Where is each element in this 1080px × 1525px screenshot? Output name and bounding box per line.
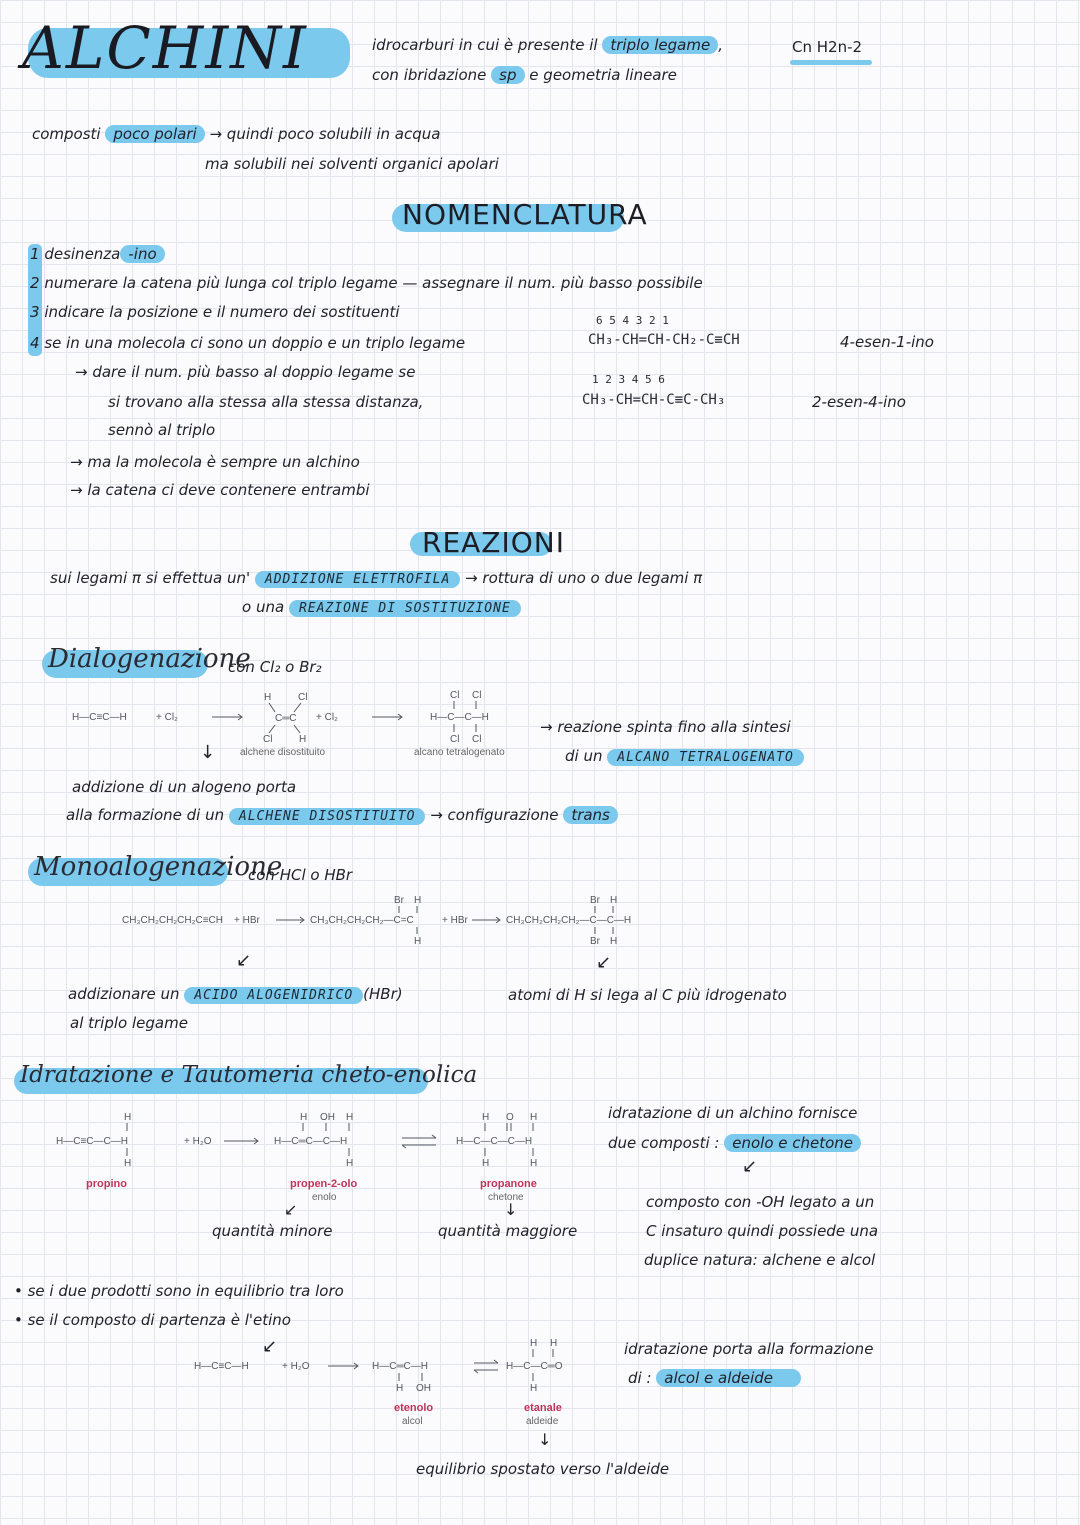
dihal-addition-line-2: alla formazione di un ALCHENE DISOSTITUITO → configurazione trans [66,806,618,824]
hydration-note-3: composto con -OH legato a un [646,1193,875,1211]
svg-text:H: H [482,1158,490,1169]
svg-text:OH: OH [320,1112,335,1123]
rule-4-sub-d: → ma la molecola è sempre un alchino [70,453,360,471]
mono-note-left-1: addizionare un ACIDO ALOGENIDRICO (HBr) [68,985,403,1003]
general-formula: Cn H2n-2 [792,38,863,56]
page-title: ALCHINI [22,14,308,82]
example-1-formula: CH₃-CH=CH-CH₂-C≡CH [588,332,740,348]
chetone-label: chetone [488,1192,524,1203]
svg-text:H: H [530,1338,538,1349]
rule-4: 4 se in una molecola ci sono un doppio e un triplo legame [30,334,466,352]
formula-underline [790,60,872,65]
rule-4-sub-b: si trovano alla stessa alla stessa distanza, [108,393,424,411]
electrophilic-addition-highlight: ADDIZIONE ELETTROFILA [255,571,460,588]
svg-text:H—C═C—H: H—C═C—H [372,1361,428,1372]
example-2-name: 2-esen-4-ino [812,393,906,411]
bullet-1: • se i due prodotti sono in equilibrio tra loro [14,1282,344,1300]
rule-1-suffix-highlight: -ino [120,245,164,263]
hydration-title: Idratazione e Tautomeria cheto-enolica [20,1062,478,1088]
mono-arrow-right: ↙ [596,952,612,973]
svg-text:H: H [530,1158,538,1169]
disubstituted-alkene-highlight: ALCHENE DISOSTITUITO [229,808,426,825]
mono-product-2: CH₃CH₂CH₂CH₂—C—C—H [506,915,632,926]
dihal-alkane-label: alcano tetralogenato [414,747,505,758]
svg-text:C═C: C═C [275,713,297,724]
svg-text:H: H [482,1112,490,1123]
svg-text:H: H [124,1112,132,1123]
svg-text:H—C═C—C—H: H—C═C—C—H [274,1136,348,1147]
svg-text:Cl: Cl [450,690,460,701]
substitution-highlight: REAZIONE DI SOSTITUZIONE [289,600,521,617]
example-1-numbers: 6 5 4 3 2 1 [596,314,669,327]
svg-text:H: H [346,1112,354,1123]
monohalogenation-scheme [120,894,660,954]
trans-highlight: trans [563,806,618,824]
hydration-note-1: idratazione di un alchino fornisce [608,1104,858,1122]
example-2-formula: CH₃-CH=CH-C≡C-CH₃ [582,392,726,408]
ethyne-hydration-scheme [192,1338,592,1398]
dihal-addition-line-1: addizione di un alogeno porta [72,778,297,796]
example-2-numbers: 1 2 3 4 5 6 [592,373,665,386]
dihalogenation-title: Dialogenazione [48,644,251,674]
monohalogenation-reagent: con HCl o HBr [248,866,353,884]
svg-text:O: O [506,1112,514,1123]
svg-text:H: H [550,1338,558,1349]
bullet-2-arrow: ↙ [262,1336,278,1357]
hydration-scheme [54,1108,574,1183]
rule-1: 1 desinenza -ino [30,245,165,263]
propenolo-label: propen-2-olo [290,1178,358,1190]
svg-text:OH: OH [416,1383,431,1394]
hydration-note-arrow: ↙ [742,1156,758,1177]
etenolo-label: etenolo [394,1402,434,1414]
alcohol-aldehyde-highlight: alcol e aldeide [656,1369,801,1387]
qty-major-arrow: ↓ [504,1200,518,1219]
svg-text:Cl: Cl [472,690,482,701]
svg-text:Cl: Cl [298,692,308,703]
intro-line-2: con ibridazione sp e geometria lineare [372,66,677,84]
dihalogenation-reagent: con Cl₂ o Br₂ [228,658,322,676]
enol-ketone-highlight: enolo e chetone [724,1134,861,1152]
mono-note-left-2: al triplo legame [70,1014,188,1032]
propino-label: propino [86,1178,127,1190]
svg-text:H: H [346,1158,354,1169]
svg-text:Br: Br [590,936,600,947]
polarity-line-1: composti poco polari → quindi poco solubili in acqua [32,125,441,143]
example-1-name: 4-esen-1-ino [840,333,934,351]
svg-text:H: H [299,734,307,745]
dihal-alkyne: H—C≡C—H [72,712,127,723]
svg-text:H: H [610,895,618,906]
dihal-plus-cl2-1: + Cl₂ [156,712,178,723]
reactions-line-1: sui legami π si effettua un' ADDIZIONE ELETTROFILA → rottura di uno o due legami π [50,569,703,587]
svg-text:H: H [124,1158,132,1169]
svg-text:H—C≡C—H: H—C≡C—H [194,1361,249,1372]
intro-triple-bond-highlight: triplo legame [602,36,718,54]
polarity-highlight: poco polari [105,125,204,143]
svg-text:H—C≡C—C—H: H—C≡C—C—H [56,1136,128,1147]
svg-text:H: H [414,895,422,906]
svg-text:Br: Br [394,895,404,906]
dihal-note-line-1: → reazione spinta fino alla sintesi [540,718,791,736]
intro-sp-highlight: sp [491,66,524,84]
svg-text:H: H [610,936,618,947]
mono-reactant: CH₃CH₂CH₂CH₂C≡CH [122,915,223,926]
hydration-note-5: duplice natura: alchene e alcol [644,1251,876,1269]
etanale-label: etanale [524,1402,562,1414]
polarity-line-2: ma solubili nei solventi organici apolari [205,155,499,173]
svg-text:H: H [396,1383,404,1394]
svg-text:H: H [300,1112,308,1123]
equilibrium-arrow: ↓ [538,1430,552,1449]
svg-text:Br: Br [590,895,600,906]
hydration-note-2: due composti : enolo e chetone [608,1134,861,1152]
svg-text:+ H₂O: + H₂O [282,1361,310,1372]
svg-text:H: H [530,1112,538,1123]
bullet-2: • se il composto di partenza è l'etino [14,1311,291,1329]
mono-plus-hbr-1: + HBr [234,915,260,926]
qty-minor-arrow: ↙ [284,1200,298,1219]
svg-text:H—C—C—H: H—C—C—H [430,712,489,723]
svg-text:Cl: Cl [472,734,482,745]
svg-text:H—C—C═O: H—C—C═O [506,1361,563,1372]
rule-2: 2 numerare la catena più lunga col triplo legame — assegnare il num. più basso possibile [30,274,703,292]
intro-line-1: idrocarburi in cui è presente il triplo legame , [372,36,723,54]
nomenclature-heading: NOMENCLATURA [402,198,648,231]
hydrohalic-acid-highlight: ACIDO ALOGENIDRICO [184,987,363,1004]
aldeide-label: aldeide [526,1416,559,1427]
mono-note-right: atomi di H si lega al C più idrogenato [508,986,787,1004]
svg-text:+ H₂O: + H₂O [184,1136,212,1147]
rule-3: 3 indicare la posizione e il numero dei sostituenti [30,303,400,321]
rule-4-sub-c: sennò al triplo [108,421,216,439]
qty-minor: quantità minore [212,1222,333,1240]
dihal-plus-cl2-2: + Cl₂ [316,712,338,723]
qty-major: quantità maggiore [438,1222,578,1240]
svg-text:Cl: Cl [263,734,273,745]
reactions-heading: REAZIONI [422,526,565,559]
svg-text:H: H [264,692,272,703]
svg-text:Cl: Cl [450,734,460,745]
dihal-alkene-label: alchene disostituito [240,747,326,758]
dihal-note-line-2: di un ALCANO TETRALOGENATO [565,747,804,765]
mono-plus-hbr-2: + HBr [442,915,468,926]
hydration-note-4: C insaturo quindi possiede una [646,1222,879,1240]
dihal-down-arrow: ↓ [200,742,216,763]
hydration-note-7: di : alcol e aldeide [628,1369,801,1387]
mono-product-1: CH₃CH₂CH₂CH₂—C=C [310,915,414,926]
enolo-label: enolo [312,1192,337,1203]
equilibrium-note: equilibrio spostato verso l'aldeide [416,1460,670,1478]
propanone-label: propanone [480,1178,537,1190]
svg-text:H—C—C—C—H: H—C—C—C—H [456,1136,533,1147]
alcol-label: alcol [402,1416,423,1427]
monohalogenation-title: Monoalogenazione [34,852,283,882]
rule-4-sub-a: → dare il num. più basso al doppio legame se [75,363,416,381]
mono-arrow-left: ↙ [236,950,252,971]
reactions-line-2: o una REAZIONE DI SOSTITUZIONE [242,598,521,616]
tetrahalogenated-alkane-highlight: ALCANO TETRALOGENATO [607,749,804,766]
svg-text:H: H [414,936,422,947]
hydration-note-6: idratazione porta alla formazione [624,1340,874,1358]
rule-4-sub-e: → la catena ci deve contenere entrambi [70,481,370,499]
svg-text:H: H [530,1383,538,1394]
